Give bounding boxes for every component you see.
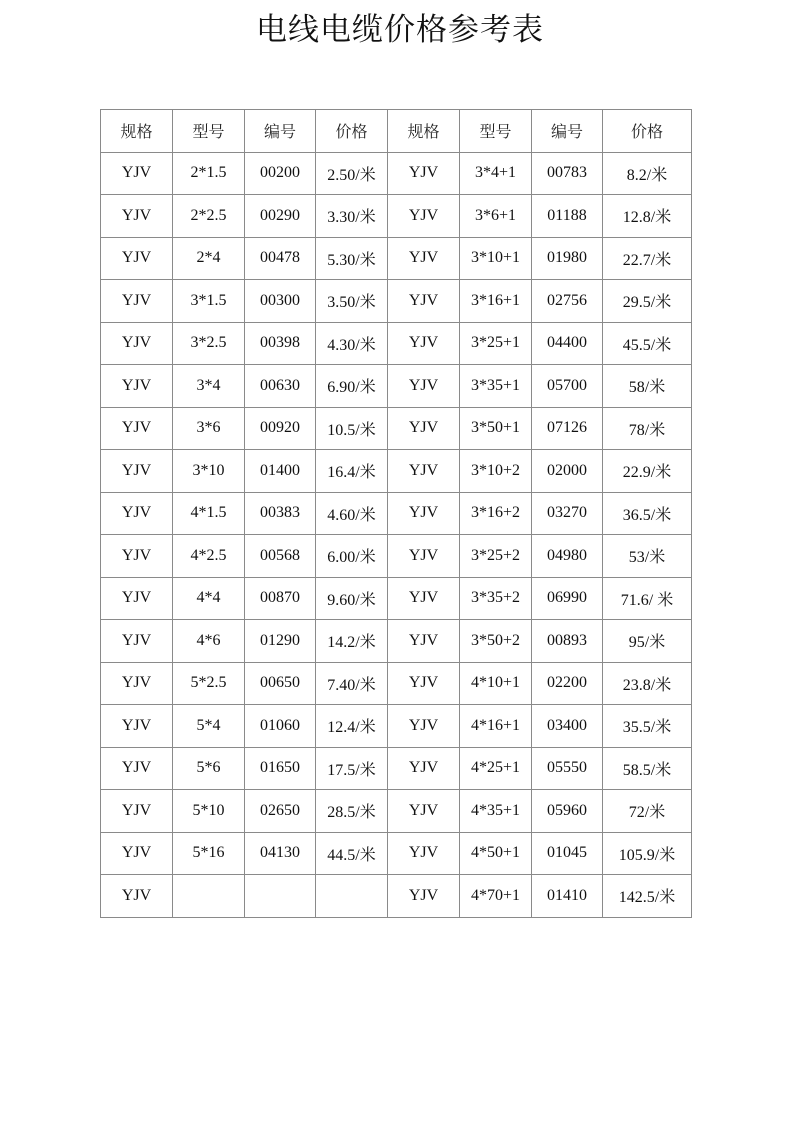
cell-code: 01980	[532, 237, 603, 280]
cell-code: 05550	[532, 747, 603, 790]
cell-spec: YJV	[388, 832, 460, 875]
cell-code: 01410	[532, 875, 603, 918]
cell-code: 00568	[245, 535, 316, 578]
header-cell-spec: 规格	[388, 110, 460, 153]
cell-code: 05700	[532, 365, 603, 408]
cell-code: 01060	[245, 705, 316, 748]
cell-spec: YJV	[388, 790, 460, 833]
cell-price: 7.40/米	[316, 662, 388, 705]
table-row	[101, 790, 692, 833]
cell-price: 3.30/米	[316, 195, 388, 238]
cell-model: 2*1.5	[173, 152, 245, 195]
header-cell-code: 编号	[532, 110, 603, 153]
header-cell-spec: 规格	[101, 110, 173, 153]
cell-code: 06990	[532, 577, 603, 620]
cell-code: 00920	[245, 407, 316, 450]
table-row	[101, 747, 692, 790]
cell-model: 5*10	[173, 790, 245, 833]
cell-model: 3*16+1	[460, 280, 532, 323]
cell-spec: YJV	[388, 152, 460, 195]
cell-model: 4*4	[173, 577, 245, 620]
cell-model: 3*35+1	[460, 365, 532, 408]
cell-model: 3*4+1	[460, 152, 532, 195]
cell-model: 3*50+2	[460, 620, 532, 663]
cell-spec: YJV	[101, 365, 173, 408]
cell-spec: YJV	[101, 790, 173, 833]
cell-code: 00200	[245, 152, 316, 195]
cell-model: 3*10+2	[460, 450, 532, 493]
cell-code: 03270	[532, 492, 603, 535]
cell-model: 3*10	[173, 450, 245, 493]
cell-model: 3*1.5	[173, 280, 245, 323]
cell-code: 01650	[245, 747, 316, 790]
cell-code: 02200	[532, 662, 603, 705]
cell-model: 3*2.5	[173, 322, 245, 365]
cell-code: 02756	[532, 280, 603, 323]
cell-code: 01290	[245, 620, 316, 663]
cell-spec: YJV	[101, 620, 173, 663]
cell-price: 5.30/米	[316, 237, 388, 280]
cell-model: 3*50+1	[460, 407, 532, 450]
cell-model: 4*10+1	[460, 662, 532, 705]
cell-code: 04130	[245, 832, 316, 875]
cell-spec: YJV	[388, 322, 460, 365]
cell-price: 95/米	[603, 620, 692, 663]
cell-spec: YJV	[101, 450, 173, 493]
cell-code	[245, 875, 316, 918]
page-title: 电线电缆价格参考表	[256, 12, 544, 48]
cell-spec: YJV	[101, 747, 173, 790]
cell-spec: YJV	[101, 832, 173, 875]
table-row	[101, 195, 692, 238]
cell-model: 4*6	[173, 620, 245, 663]
cell-price: 58/米	[603, 365, 692, 408]
cell-price: 28.5/米	[316, 790, 388, 833]
cell-spec: YJV	[388, 535, 460, 578]
cell-model: 4*50+1	[460, 832, 532, 875]
cell-spec: YJV	[101, 662, 173, 705]
cell-spec: YJV	[388, 705, 460, 748]
cell-model: 3*25+1	[460, 322, 532, 365]
cell-code: 02650	[245, 790, 316, 833]
cell-code: 03400	[532, 705, 603, 748]
table-row	[101, 577, 692, 620]
cell-code: 07126	[532, 407, 603, 450]
table-row	[101, 662, 692, 705]
cell-code: 01188	[532, 195, 603, 238]
table-row	[101, 492, 692, 535]
cell-model: 4*35+1	[460, 790, 532, 833]
cell-price: 78/米	[603, 407, 692, 450]
cell-code: 00383	[245, 492, 316, 535]
table-row	[101, 875, 692, 918]
table-row	[101, 450, 692, 493]
cell-code: 01400	[245, 450, 316, 493]
cell-model	[173, 875, 245, 918]
cell-spec: YJV	[101, 195, 173, 238]
cell-price: 8.2/米	[603, 152, 692, 195]
cell-model: 3*6+1	[460, 195, 532, 238]
cell-model: 3*16+2	[460, 492, 532, 535]
cell-code: 00398	[245, 322, 316, 365]
cell-spec: YJV	[101, 535, 173, 578]
cell-code: 00478	[245, 237, 316, 280]
cell-model: 2*2.5	[173, 195, 245, 238]
cell-price: 4.30/米	[316, 322, 388, 365]
cell-code: 05960	[532, 790, 603, 833]
cell-spec: YJV	[101, 705, 173, 748]
cell-spec: YJV	[388, 747, 460, 790]
cell-price: 12.8/米	[603, 195, 692, 238]
cell-model: 3*10+1	[460, 237, 532, 280]
cell-price: 105.9/米	[603, 832, 692, 875]
cell-price: 9.60/米	[316, 577, 388, 620]
table-header-row	[101, 110, 692, 153]
table-row	[101, 322, 692, 365]
table-row	[101, 407, 692, 450]
cell-price: 29.5/米	[603, 280, 692, 323]
cell-price: 16.4/米	[316, 450, 388, 493]
cell-price: 44.5/米	[316, 832, 388, 875]
cell-model: 5*6	[173, 747, 245, 790]
cell-model: 3*25+2	[460, 535, 532, 578]
cell-spec: YJV	[101, 237, 173, 280]
cell-code: 00783	[532, 152, 603, 195]
cell-spec: YJV	[101, 875, 173, 918]
cell-price: 6.00/米	[316, 535, 388, 578]
cell-price: 35.5/米	[603, 705, 692, 748]
cell-price: 22.7/米	[603, 237, 692, 280]
cell-spec: YJV	[388, 407, 460, 450]
cell-code: 00630	[245, 365, 316, 408]
table-row	[101, 832, 692, 875]
table-row	[101, 705, 692, 748]
table-row	[101, 280, 692, 323]
header-cell-model: 型号	[173, 110, 245, 153]
table-row	[101, 620, 692, 663]
cell-code: 00300	[245, 280, 316, 323]
cell-spec: YJV	[388, 620, 460, 663]
table-row	[101, 152, 692, 195]
header-cell-model: 型号	[460, 110, 532, 153]
cell-spec: YJV	[101, 407, 173, 450]
header-cell-code: 编号	[245, 110, 316, 153]
cell-spec: YJV	[101, 492, 173, 535]
cell-price: 23.8/米	[603, 662, 692, 705]
table-body	[101, 110, 692, 918]
cell-code: 04400	[532, 322, 603, 365]
cell-code: 01045	[532, 832, 603, 875]
cell-code: 00290	[245, 195, 316, 238]
cell-model: 3*6	[173, 407, 245, 450]
cell-model: 2*4	[173, 237, 245, 280]
cell-spec: YJV	[388, 280, 460, 323]
header-cell-price: 价格	[316, 110, 388, 153]
cell-spec: YJV	[388, 492, 460, 535]
cell-model: 4*16+1	[460, 705, 532, 748]
cell-model: 4*70+1	[460, 875, 532, 918]
cell-price: 36.5/米	[603, 492, 692, 535]
cell-spec: YJV	[388, 237, 460, 280]
cell-price: 4.60/米	[316, 492, 388, 535]
cell-price: 53/米	[603, 535, 692, 578]
cell-model: 5*4	[173, 705, 245, 748]
cell-spec: YJV	[388, 195, 460, 238]
cell-code: 00650	[245, 662, 316, 705]
cell-price: 3.50/米	[316, 280, 388, 323]
price-table	[100, 109, 692, 918]
cell-price: 17.5/米	[316, 747, 388, 790]
cell-spec: YJV	[388, 577, 460, 620]
cell-spec: YJV	[388, 450, 460, 493]
cell-price: 72/米	[603, 790, 692, 833]
cell-price: 58.5/米	[603, 747, 692, 790]
cell-price: 12.4/米	[316, 705, 388, 748]
table-row	[101, 365, 692, 408]
cell-spec: YJV	[101, 322, 173, 365]
cell-model: 5*2.5	[173, 662, 245, 705]
cell-spec: YJV	[101, 577, 173, 620]
cell-spec: YJV	[101, 280, 173, 323]
cell-spec: YJV	[388, 875, 460, 918]
cell-code: 00893	[532, 620, 603, 663]
cell-code: 00870	[245, 577, 316, 620]
cell-model: 3*4	[173, 365, 245, 408]
table-row	[101, 237, 692, 280]
cell-price: 142.5/米	[603, 875, 692, 918]
cell-code: 04980	[532, 535, 603, 578]
cell-price: 14.2/米	[316, 620, 388, 663]
cell-spec: YJV	[101, 152, 173, 195]
cell-model: 4*25+1	[460, 747, 532, 790]
cell-price: 45.5/米	[603, 322, 692, 365]
cell-price: 2.50/米	[316, 152, 388, 195]
cell-price	[316, 875, 388, 918]
cell-spec: YJV	[388, 662, 460, 705]
cell-price: 22.9/米	[603, 450, 692, 493]
header-cell-price: 价格	[603, 110, 692, 153]
cell-model: 4*1.5	[173, 492, 245, 535]
cell-model: 5*16	[173, 832, 245, 875]
table-row	[101, 535, 692, 578]
cell-model: 3*35+2	[460, 577, 532, 620]
cell-price: 71.6/ 米	[603, 577, 692, 620]
cell-model: 4*2.5	[173, 535, 245, 578]
cell-price: 6.90/米	[316, 365, 388, 408]
cell-spec: YJV	[388, 365, 460, 408]
cell-code: 02000	[532, 450, 603, 493]
cell-price: 10.5/米	[316, 407, 388, 450]
